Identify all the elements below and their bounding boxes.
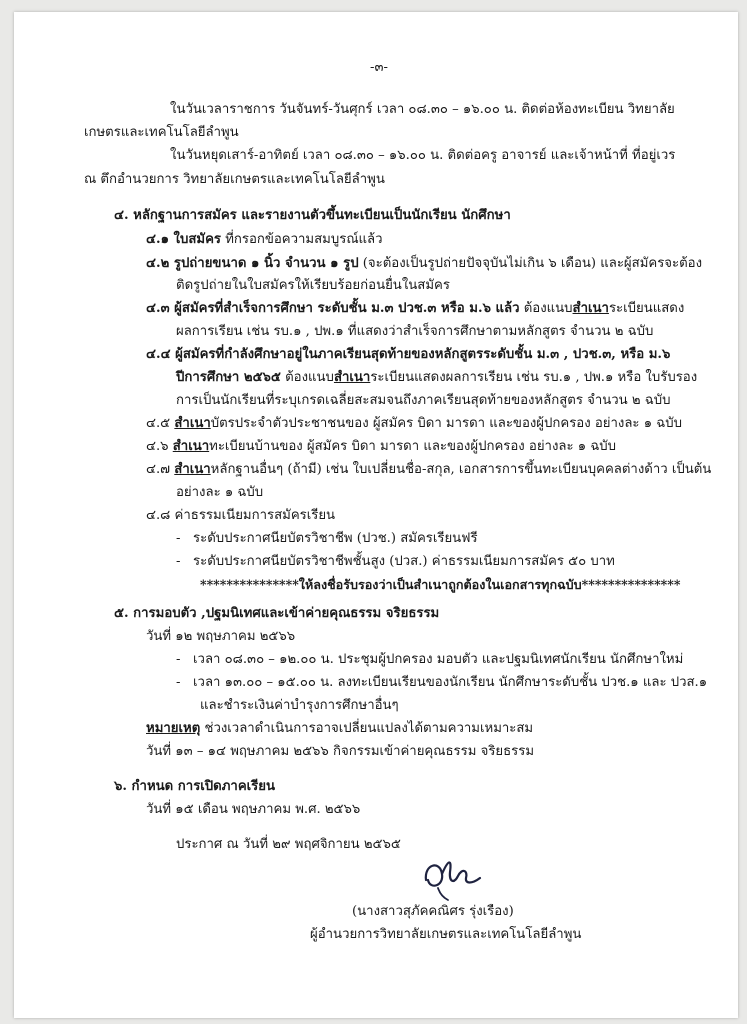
item-4-4-line-2 [176,368,697,387]
item-4-7-copy-underlined: สำเนา [174,462,211,477]
fee-item-2-text: ระดับประกาศนียบัตรวิชาชีพชั้นสูง (ปวส.) ค่าธรรมเนียมการสมัคร ๕๐ บาท [193,554,615,569]
signer-title: ผู้อำนวยการวิทยาลัยเกษตรและเทคโนโลยีลำพูน [310,927,582,942]
orientation-date: วันที่ ๑๒ พฤษภาคม ๒๕๖๖ [146,629,296,644]
item-4-2-line-2: ติดรูปถ่ายในใบสมัครให้เรียบร้อยก่อนยื่นในสมัคร [176,278,450,293]
section-5-heading: ๕. การมอบตัว ,ปฐมนิเทศและเข้าค่ายคุณธรรม จริยธรรม [114,606,440,621]
page-number: -๓- [370,60,388,75]
fee-item-2 [176,552,615,571]
weekday-hours-line-1: ในวันเวลาราชการ วันจันทร์-วันศุกร์ เวลา ๐๘.๓๐ – ๑๖.๐๐ น. ติดต่อห้องทะเบียน วิทยาลัย [170,102,675,117]
schedule-item-2-line-2: และชำระเงินค่าบำรุงการศึกษาอื่นๆ [200,698,399,713]
item-4-3-bold: ๔.๓ ผู้สมัครที่สำเร็จการศึกษา ระดับชั้น ม.๓ ปวช.๓ หรือ ม.๖ แล้ว [146,301,520,316]
item-4-2 [146,254,702,273]
camp-date: วันที่ ๑๓ – ๑๔ พฤษภาคม ๒๕๖๖ กิจกรรมเข้าค่ายคุณธรรม จริยธรรม [146,744,535,759]
item-4-7-line-2: อย่างละ ๑ ฉบับ [176,485,264,500]
remark-label: หมายเหตุ [146,721,201,736]
item-4-6 [146,437,616,456]
item-4-5-text: บัตรประจำตัวประชาชนของ ผู้สมัคร บิดา มารดา และของผู้ปกครอง อย่างละ ๑ ฉบับ [210,416,682,431]
item-4-7-text: หลักฐานอื่นๆ (ถ้ามี) เช่น ใบเปลี่ยนชื่อ-สกุล, เอกสารการขึ้นทะเบียนบุคคลต่างด้าว เป็นต้น [210,462,712,477]
signer-name: (นางสาวสุภัคคณิศร รุ่งเรือง) [352,904,514,919]
fee-bullet: - [176,531,181,546]
schedule-item-1-text: เวลา ๐๘.๓๐ – ๑๒.๐๐ น. ประชุมผู้ปกครอง มอบตัว และปฐมนิเทศนักเรียน นักศึกษาใหม่ [193,652,684,667]
item-4-2-bold: ๔.๒ รูปถ่ายขนาด ๑ นิ้ว จำนวน ๑ รูป [146,256,359,271]
item-4-6-num: ๔.๖ [146,439,173,454]
certify-copy-note: ***************ให้ลงชื่อรับรองว่าเป็นสำเนาถูกต้องในเอกสารทุกฉบับ*************** [200,577,681,592]
signature-image [418,850,488,902]
item-4-4-line-1: ๔.๔ ผู้สมัครที่กำลังศึกษาอยู่ในภาคเรียนสุดท้ายของหลักสูตรระดับชั้น ม.๓ , ปวช.๓, หรือ ม.๖ [146,347,671,362]
item-4-7 [146,460,711,479]
item-4-8: ๔.๘ ค่าธรรมเนียมการสมัครเรียน [146,508,336,523]
fee-item-1-text: ระดับประกาศนียบัตรวิชาชีพ (ปวช.) สมัครเรียนฟรี [193,531,478,546]
item-4-6-copy-underlined: สำเนา [172,439,210,454]
section-4-heading: ๔. หลักฐานการสมัคร และรายงานตัวขึ้นทะเบียนเป็นนักเรียน นักศึกษา [114,208,511,223]
item-4-2-text: (จะต้องเป็นรูปถ่ายปัจจุบันไม่เกิน ๖ เดือน) และผู้สมัครจะต้อง [358,256,703,271]
item-4-3-copy-underlined: สำเนา [572,301,609,316]
item-4-5-num: ๔.๕ [146,416,175,431]
fee-bullet: - [176,554,181,569]
item-4-4-line-3: การเป็นนักเรียนที่ระบุเกรดเฉลี่ยสะสมจนถึงภาคเรียนสุดท้ายของหลักสูตร จำนวน ๒ ฉบับ [176,393,671,408]
item-4-3-mid: ต้องแนบ [519,301,573,316]
item-4-3-rest: ระเบียนแสดง [608,301,685,316]
schedule-item-2 [176,673,707,692]
remark [146,719,533,738]
item-4-1 [146,230,383,249]
schedule-bullet: - [176,652,181,667]
fee-item-1 [176,529,478,548]
item-4-1-text: ที่กรอกข้อความสมบูรณ์แล้ว [221,232,383,247]
weekend-hours-line-2: ณ ตึกอำนวยการ วิทยาลัยเกษตรและเทคโนโลยีลำพูน [84,172,385,187]
weekday-hours-line-2: เกษตรและเทคโนโลยีลำพูน [84,125,239,140]
announcement-date: ประกาศ ณ วันที่ ๒๙ พฤศจิกายน ๒๕๖๕ [176,837,401,852]
item-4-4-year: ปีการศึกษา ๒๕๖๕ [176,370,281,385]
item-4-5 [146,414,682,433]
semester-open-date: วันที่ ๑๕ เดือน พฤษภาคม พ.ศ. ๒๕๖๖ [146,802,361,817]
section-6-heading: ๖. กำหนด การเปิดภาคเรียน [114,779,275,794]
item-4-4-rest: ระเบียนแสดงผลการเรียน เช่น รบ.๑ , ปพ.๑ หรือ ใบรับรอง [370,370,698,385]
item-4-7-num: ๔.๗ [146,462,175,477]
schedule-item-1 [176,650,683,669]
item-4-3 [146,299,684,318]
schedule-bullet: - [176,675,181,690]
item-4-1-bold: ๔.๑ ใบสมัคร [146,232,221,247]
item-4-5-copy-underlined: สำเนา [174,416,211,431]
weekend-hours-line-1: ในวันหยุดเสาร์-อาทิตย์ เวลา ๐๘.๓๐ – ๑๖.๐๐ น. ติดต่อครู อาจารย์ และเจ้าหน้าที่ ที่อยู่เวร [170,148,676,163]
schedule-item-2-text: เวลา ๑๓.๐๐ – ๑๕.๐๐ น. ลงทะเบียนเรียนของนักเรียน นักศึกษาระดับชั้น ปวช.๑ และ ปวส.๑ [193,675,708,690]
item-4-4-copy-underlined: สำเนา [333,370,371,385]
remark-text: ช่วงเวลาดำเนินการอาจเปลี่ยนแปลงได้ตามความเหมาะสม [200,721,534,736]
item-4-6-text: ทะเบียนบ้านของ ผู้สมัคร บิดา มารดา และของผู้ปกครอง อย่างละ ๑ ฉบับ [209,439,617,454]
item-4-3-line-2: ผลการเรียน เช่น รบ.๑ , ปพ.๑ ที่แสดงว่าสำเร็จการศึกษาตามหลักสูตร จำนวน ๒ ฉบับ [176,324,654,339]
item-4-4-mid: ต้องแนบ [280,370,334,385]
